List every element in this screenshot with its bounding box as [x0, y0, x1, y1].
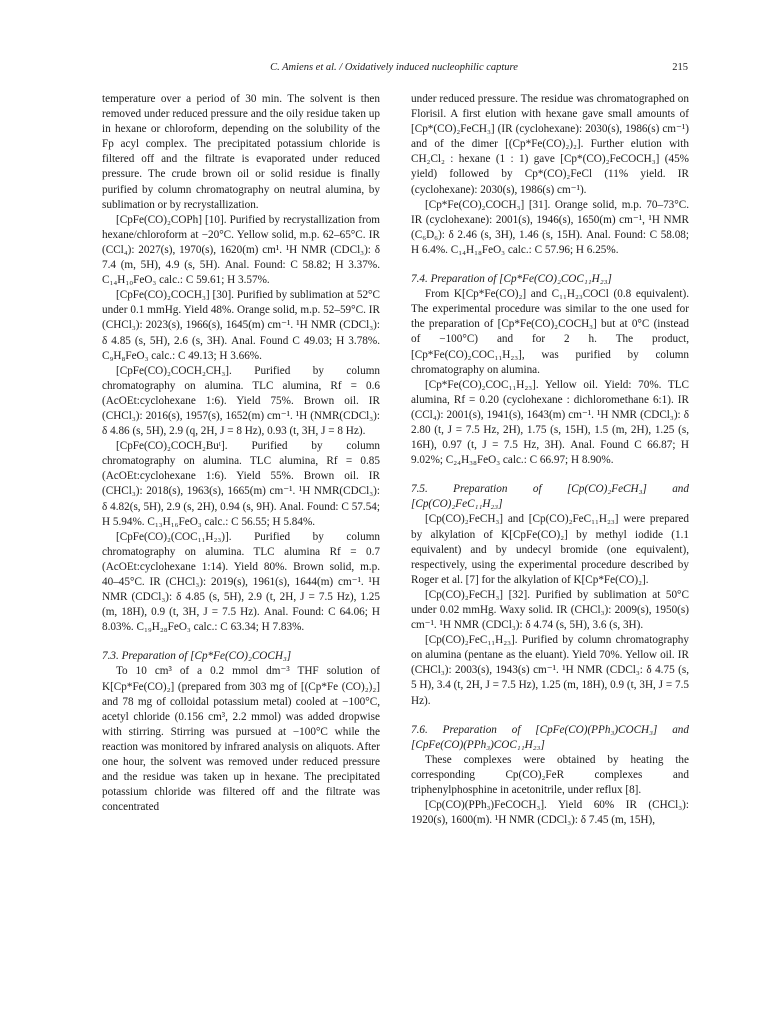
paragraph: [Cp(CO)₂FeCH₃] [32]. Purified by sublimation at 50°C under 0.02 mmHg. Waxy solid. IR (CHCl₃): 2009(s), 1950(s) cm⁻¹. ¹H NMR (CDCl₃): δ 4.74 (s, 5H), 3.6 (s, 3H). [411, 588, 689, 632]
paragraph: [CpFe(CO)₂(COC₁₁H₂₃)]. Purified by column chromatography on alumina. TLC alumina Rf = 0.7 (AcOEt:cyclohexane 1:14). Yield 80%. Brown solid, m.p. 40–45°C. IR (CHCl₃): 2019(s), 1961(s), 1644(m) cm⁻¹. ¹H NMR (CDCl₃): δ 4.85 (s, 5H), 2.9 (t, 2H, J = 7.5 Hz), 1.25 (m, 18H), 0.9 (t, 3H, J = 7.5 Hz). Anal. Found: C 64.06; H 8.03%. C₁₉H₂₈FeO₃ calc.: C 63.34; H 7.83%. [102, 530, 380, 634]
paragraph: These complexes were obtained by heating the corresponding Cp(CO)₂FeR complexes and triphenylphosphine in acetonitrile, under reflux [8]. [411, 753, 689, 797]
section-heading: 7.5. Preparation of [Cp(CO)₂FeCH₃] and [Cp(CO)₂FeC₁₁H₂₃] [411, 483, 689, 511]
page-number: 215 [672, 62, 688, 73]
paragraph: [CpFe(CO)₂COPh] [10]. Purified by recrystallization from hexane/chloroform at −20°C. Yellow solid, m.p. 62–65°C. IR (CCl₄): 2027(s), 1970(s), 1620(m) cm¹. ¹H NMR (CDCl₃): δ 7.4 (m, 5H), 4.9 (s, 5H). Anal. Found: C 58.82; H 3.37%. C₁₄H₁₀FeO₃ calc.: C 59.61; H 3.57%. [102, 213, 380, 287]
paragraph: [CpFe(CO)₂COCH₂Buᵗ]. Purified by column chromatography on alumina. TLC alumina, Rf = 0.85 (AcOEt:cyclohexane 1:6). Yield 55%. Brown oil. IR (CHCl₃): 2018(s), 1963(s), 1665(m) cm⁻¹. ¹H NMR(CDCl₃): δ 4.82(s, 5H), 2.9 (s, 2H), 0.94 (s, 9H). Anal. Found: C 57.54; H 5.94%. C₁₃H₁₆FeO₃ calc.: C 56.55; H 5.84%. [102, 440, 380, 528]
paragraph: [Cp(CO)(PPh₃)FeCOCH₃]. Yield 60% IR (CHCl₃): 1920(s), 1600(m). ¹H NMR (CDCl₃): δ 7.45 (m, 15H), [411, 799, 689, 827]
section-heading: 7.3. Preparation of [Cp*Fe(CO)₂COCH₃] [102, 650, 292, 663]
paragraph: [Cp(CO)₂FeC₁₁H₂₃]. Purified by column chromatography on alumina (pentane as the eluant). Yield 70%. Yellow oil. IR (CHCl₃): 2003(s), 1943(s) cm⁻¹. ¹H NMR (CDCl₃: δ 4.75 (s, 5 H), 3.4 (t, 2H, J = 7.5 Hz), 1.25 (m, 18H), 0.9 (t, 3H, J = 7.5 Hz). [411, 634, 689, 707]
paragraph: temperature over a period of 30 min. The solvent is then removed under reduced pressure and the oily residue taken up in hexane or chloroform, depending on the solubility of the Fp acyl complex. The precipitated potassium chloride is filtered off and the filtrate is evaporated under reduced pressure. The crude brown oil or solid residue is finally purified by column chromatography on neutral alumina, by sublimation or by recrystallization. [102, 93, 380, 211]
left-column [102, 92, 380, 815]
paragraph: To 10 cm³ of a 0.2 mmol dm⁻³ THF solution of K[Cp*Fe(CO)₂] (prepared from 303 mg of [(Cp*Fe (CO)₂)₂] and 78 mg of colloidal potassium metal) cooled at −100°C, acetyl chloride (0.156 cm³, 2.2 mmol) was added dropwise with stirring. Stirring was pursued at −100°C while the reaction was monitored by infrared analysis on aliquots. After one hour, the solvent was removed under reduced pressure and the residue was taken up in hexane. The precipitated potassium chloride was filtered off and the filtrate was concentrated [102, 665, 380, 814]
paragraph: [CpFe(CO)₂COCH₂CH₃]. Purified by column chromatography on alumina. TLC alumina, Rf = 0.6 (AcOEt:cyclohexane 1:6). Yield 75%. Brown oil. IR (CHCl₃): 2016(s), 1957(s), 1652(m) cm⁻¹. ¹H (NMR(CDCl₃): δ 4.86 (s, 5H), 2.9 (q, 2H, J = 8 Hz), 0.93 (t, 3H, J = 8 Hz). [102, 364, 380, 438]
section-heading: 7.4. Preparation of [Cp*Fe(CO)₂COC₁₁H₂₃] [411, 273, 612, 286]
paragraph: [CpFe(CO)₂COCH₃] [30]. Purified by sublimation at 52°C under 0.1 mmHg. Yield 48%. Orange solid, m.p. 52–59°C. IR (CHCl₃): 2023(s), 1966(s), 1645(m) cm⁻¹. ¹H NMR (CDCl₃): δ 4.85 (s, 5H), 2.6 (s, 3H). Anal. Found C 49.03; H 3.78%. C₉H₈FeO₃ calc.: C 49.13; H 3.66%. [102, 289, 380, 362]
right-column [411, 92, 689, 828]
paragraph: [Cp*Fe(CO)₂COC₁₁H₂₃]. Yellow oil. Yield: 70%. TLC alumina, Rf = 0.20 (cyclohexane : dichloromethane 6:1). IR (CCl₄): 2001(s), 1941(s), 1643(m) cm⁻¹. ¹H NMR (CDCl₃): δ 2.80 (t, J = 7.5 Hz, 2H), 1.75 (s, 15H), 1.5 (m, 2H), 1.25 (s, 16H), 0.97 (t, J = 7.5 Hz, 3H). Anal. Found C 66.87; H 9.02%; C₂₄H₃₈FeO₃ calc.: C 66.97; H 8.90%. [411, 378, 689, 467]
section-heading: 7.6. Preparation of [CpFe(CO)(PPh₃)COCH₃] and [CpFe(CO)(PPh₃)COC₁₁H₂₃] [411, 723, 689, 751]
paragraph: [Cp*Fe(CO)₂COCH₃] [31]. Orange solid, m.p. 70–73°C. IR (cyclohexane): 2001(s), 1946(s), 1650(m) cm⁻¹, ¹H NMR (C₆D₆): δ 2.46 (s, 3H), 1.46 (s, 15H). Anal. Found: C 58.08; H 6.4%. C₁₄H₁₈FeO₃ calc.: C 57.96; H 6.25%. [411, 198, 689, 256]
paragraph: From K[Cp*Fe(CO)₂] and C₁₁H₂₃COCl (0.8 equivalent). The experimental procedure was similar to the one used for the preparation of [Cp*Fe(CO)₂COCH₃] but at 0°C (instead of −100°C) and for 2 h. The product, [Cp*Fe(CO)₂COC₁₁H₂₃], was purified by column chromatography on alumina. [411, 288, 689, 376]
running-header [100, 62, 688, 73]
paragraph: under reduced pressure. The residue was chromatographed on Florisil. A first elution with hexane gave small amounts of [Cp*(CO)₂FeCH₃] (IR (cyclohexane): 2030(s), 1986(s) cm⁻¹) and of the dimer [(Cp*Fe(CO)₂)₂]. Further elution with CH₂Cl₂ : hexane (1 : 1) gave [Cp*(CO)₂FeCOCH₃] (45% yield) followed by Cp*(CO)₂FeCl (11% yield. IR (cyclohexane): 2030(s), 1986(s) cm⁻¹). [411, 93, 689, 196]
paragraph: [Cp(CO)₂FeCH₃] and [Cp(CO)₂FeC₁₁H₂₃] were prepared by alkylation of K[CpFe(CO)₂] by methyl iodide (1.1 equivalent) and by undecyl bromide (one equivalent), respectively, using the experimental procedure described by Roger et al. [7] for the alkylation of K[Cp*Fe(CO)₂]. [411, 513, 689, 586]
running-title: C. Amiens et al. / Oxidatively induced nucleophilic capture [270, 62, 518, 73]
